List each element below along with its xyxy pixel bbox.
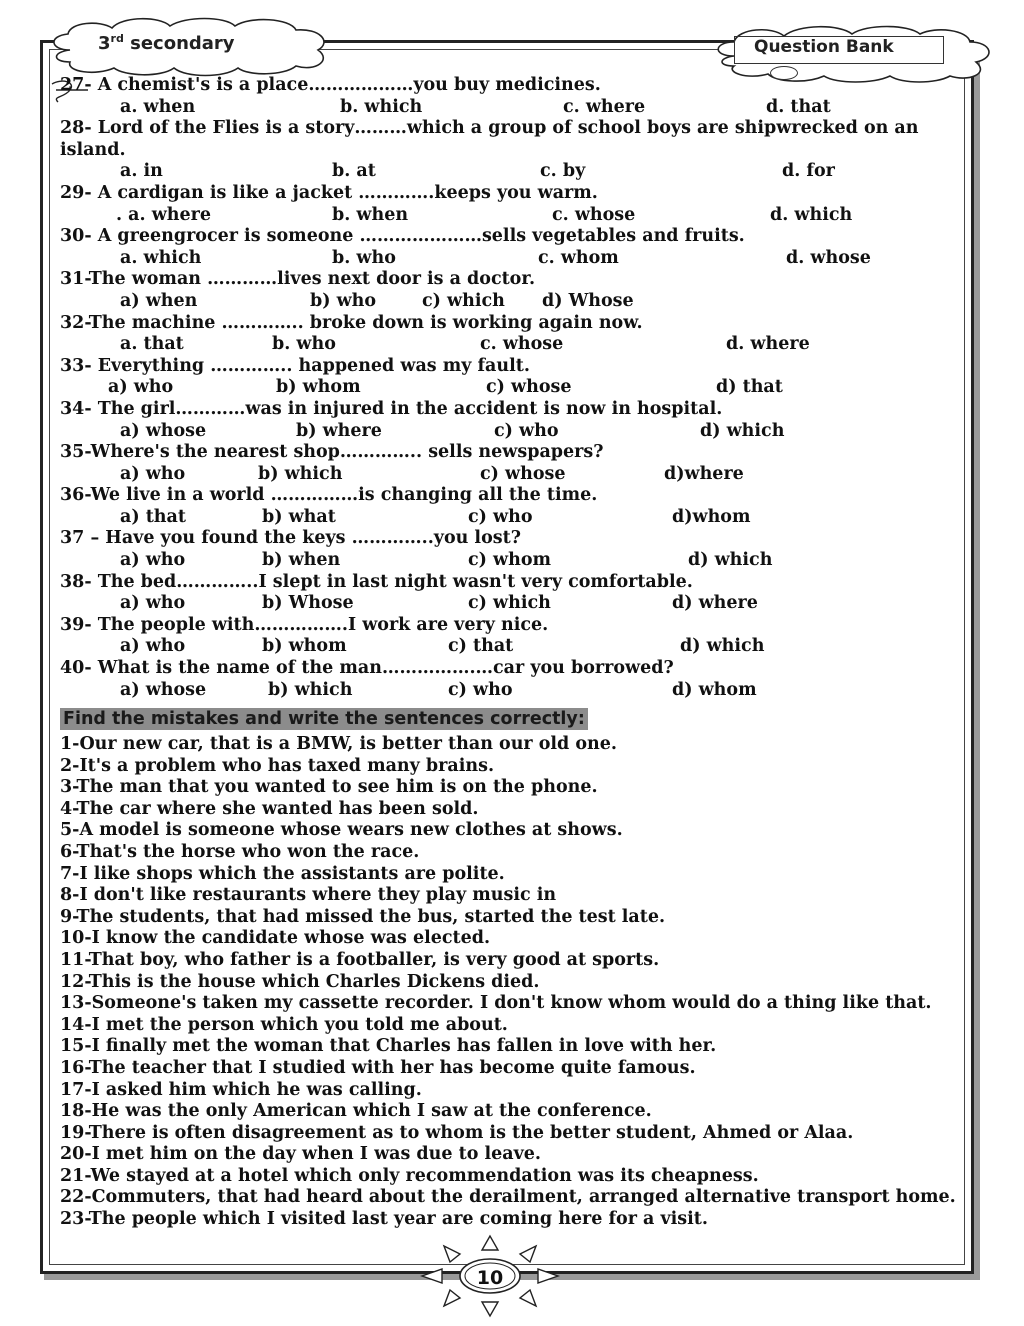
question-item: [60, 356, 960, 399]
mistake-sentence: 2-It's a problem who has taxed many brains.: [60, 755, 495, 776]
answer-option: d) that: [716, 377, 783, 398]
answer-option: c. whom: [538, 247, 619, 268]
mistake-sentence: 12-This is the house which Charles Dickens died.: [60, 971, 540, 992]
question-text: 39- The people with…………….I work are very nice.: [60, 614, 549, 635]
mistake-sentence: 13-Someone's taken my cassette recorder. I don't know whom would do a thing like that.: [60, 993, 932, 1014]
question-text: 28- Lord of the Flies is a story………which a group of school boys are shipwrecked on an island.: [60, 118, 919, 160]
answer-option: d)where: [664, 463, 744, 484]
question-text: 32-The machine ………….. broke down is working again now.: [60, 312, 643, 333]
question-item: [60, 313, 960, 356]
answer-option: b. when: [332, 204, 409, 225]
question-item: [60, 528, 960, 571]
mistake-sentence: 3-The man that you wanted to see him is on the phone.: [60, 777, 598, 798]
answer-option: c) who: [494, 420, 559, 441]
answer-option: d) Whose: [542, 290, 634, 311]
mistake-sentence: 15-I finally met the woman that Charles has fallen in love with her.: [60, 1036, 717, 1057]
mistake-sentence: 17-I asked him which he was calling.: [60, 1079, 422, 1100]
question-text: 30- A greengrocer is someone …………………sells vegetables and fruits.: [60, 226, 745, 247]
answer-option: a) that: [120, 506, 186, 527]
answer-option: b. who: [332, 247, 396, 268]
question-item: [60, 183, 960, 226]
mistake-sentence: 19-There is often disagreement as to whom is the better student, Ahmed or Alaa.: [60, 1122, 854, 1143]
mistake-sentence: 9-The students, that had missed the bus, started the test late.: [60, 906, 666, 927]
mistake-sentence: 16-The teacher that I studied with her has become quite famous.: [60, 1057, 696, 1078]
answer-option: b) which: [268, 679, 353, 700]
mistake-sentence: 4-The car where she wanted has been sold.: [60, 798, 479, 819]
answer-option: . a. where: [116, 204, 211, 225]
mistake-sentence: 5-A model is someone whose wears new clothes at shows.: [60, 820, 623, 841]
mistake-sentence: 20-I met him on the day when I was due to leave.: [60, 1144, 541, 1165]
answer-option: c) who: [448, 679, 513, 700]
question-item: [60, 442, 960, 485]
answer-options: [60, 291, 960, 313]
question-item: [60, 615, 960, 658]
answer-option: c) whose: [480, 463, 566, 484]
question-text: 34- The girl…………was in injured in the accident is now in hospital.: [60, 398, 723, 419]
mistake-sentence: 22-Commuters, that had heard about the derailment, arranged alternative transport home.: [60, 1187, 956, 1208]
answer-option: a) who: [120, 463, 186, 484]
answer-option: b) what: [262, 506, 336, 527]
answer-option: b) who: [310, 290, 377, 311]
book-title: Question Bank: [754, 37, 894, 57]
question-text: 31-The woman …………lives next door is a doctor.: [60, 269, 536, 290]
answer-option: c) whom: [468, 550, 552, 571]
answer-option: d. that: [766, 96, 831, 117]
answer-options: [60, 421, 960, 443]
answer-option: b. which: [340, 96, 423, 117]
answer-option: c. whose: [552, 204, 636, 225]
answer-option: a. which: [120, 247, 202, 268]
mistake-sentence: 18-He was the only American which I saw at the conference.: [60, 1101, 652, 1122]
answer-option: b) when: [262, 550, 341, 571]
answer-options: [60, 97, 960, 119]
answer-option: b) whom: [276, 377, 361, 398]
answer-option: d) which: [700, 420, 785, 441]
answer-option: c) whose: [486, 377, 572, 398]
mistake-sentence: 7-I like shops which the assistants are polite.: [60, 863, 505, 884]
question-text: 27- A chemist's is a place………………you buy medicines.: [60, 75, 601, 95]
mistakes-list: [60, 734, 960, 1231]
answer-option: b. at: [332, 161, 376, 182]
answer-options: [60, 636, 960, 658]
section-heading: Find the mistakes and write the sentences correctly:: [60, 708, 588, 730]
answer-option: d)whom: [672, 506, 751, 527]
answer-option: a) who: [108, 377, 174, 398]
answer-options: [60, 248, 960, 270]
answer-option: d. which: [770, 204, 853, 225]
mistake-sentence: 6-That's the horse who won the race.: [60, 841, 420, 862]
answer-options: [60, 507, 960, 529]
answer-option: a. in: [120, 161, 163, 182]
question-item: [60, 269, 960, 312]
mistake-sentence: 14-I met the person which you told me about.: [60, 1014, 508, 1035]
question-text: 37 – Have you found the keys …………..you lost?: [60, 528, 521, 549]
answer-option: a) who: [120, 550, 186, 571]
answer-option: a) who: [120, 593, 186, 614]
page-number: 10: [476, 1267, 504, 1289]
level-cloud: [40, 14, 340, 78]
answer-option: c. by: [540, 161, 586, 182]
mistake-sentence: 8-I don't like restaurants where they play music in: [60, 885, 557, 906]
answer-option: b) Whose: [262, 593, 354, 614]
question-item: [60, 572, 960, 615]
mistake-sentence: 21-We stayed at a hotel which only recommendation was its cheapness.: [60, 1165, 759, 1186]
answer-option: d) which: [688, 550, 773, 571]
answer-options: [60, 464, 960, 486]
answer-options: [60, 593, 960, 615]
level-label: 3rd secondary: [98, 32, 235, 54]
answer-option: d) which: [680, 636, 765, 657]
answer-option: b) where: [296, 420, 382, 441]
answer-option: d) where: [672, 593, 758, 614]
question-item: [60, 485, 960, 528]
question-text: 36-We live in a world ……………is changing all the time.: [60, 485, 598, 506]
question-text: 29- A cardigan is like a jacket ………….keeps you warm.: [60, 182, 598, 203]
answer-option: b) whom: [262, 636, 347, 657]
question-text: 35-Where's the nearest shop………….. sells newspapers?: [60, 442, 604, 463]
answer-options: [60, 550, 960, 572]
answer-option: a) who: [120, 636, 186, 657]
answer-option: d. where: [726, 334, 810, 355]
answer-option: a) whose: [120, 679, 207, 700]
question-item: [60, 226, 960, 269]
answer-option: a) whose: [120, 420, 207, 441]
answer-option: c. where: [563, 96, 646, 117]
answer-options: [60, 161, 960, 183]
question-item: [60, 658, 960, 701]
answer-options: [60, 205, 960, 227]
mistake-sentence: 10-I know the candidate whose was elected.: [60, 928, 491, 949]
answer-option: a) when: [120, 290, 198, 311]
question-text: 38- The bed…………..I slept in last night wasn't very comfortable.: [60, 571, 693, 592]
answer-option: c) that: [448, 636, 514, 657]
mistake-sentence: 11-That boy, who father is a footballer, is very good at sports.: [60, 949, 660, 970]
answer-option: a. when: [120, 96, 196, 117]
answer-option: b. who: [272, 334, 336, 355]
mcq-list: [60, 75, 960, 701]
answer-option: d) whom: [672, 679, 757, 700]
answer-options: [60, 377, 960, 399]
answer-option: b) which: [258, 463, 343, 484]
question-text: 33- Everything ………….. happened was my fault.: [60, 355, 530, 376]
answer-option: a. that: [120, 334, 184, 355]
question-item: [60, 399, 960, 442]
mistake-sentence: 23-The people which I visited last year are coming here for a visit.: [60, 1209, 708, 1230]
answer-options: [60, 334, 960, 356]
question-item: [60, 118, 960, 183]
question-item: [60, 75, 960, 118]
answer-option: c) who: [468, 506, 533, 527]
answer-option: c) which: [468, 593, 551, 614]
answer-option: c. whose: [480, 334, 564, 355]
answer-options: [60, 680, 960, 702]
mistake-sentence: 1-Our new car, that is a BMW, is better than our old one.: [60, 734, 618, 754]
answer-option: d. for: [782, 161, 835, 182]
answer-option: d. whose: [786, 247, 871, 268]
answer-option: c) which: [422, 290, 505, 311]
question-text: 40- What is the name of the man…………….…car you borrowed?: [60, 658, 674, 679]
